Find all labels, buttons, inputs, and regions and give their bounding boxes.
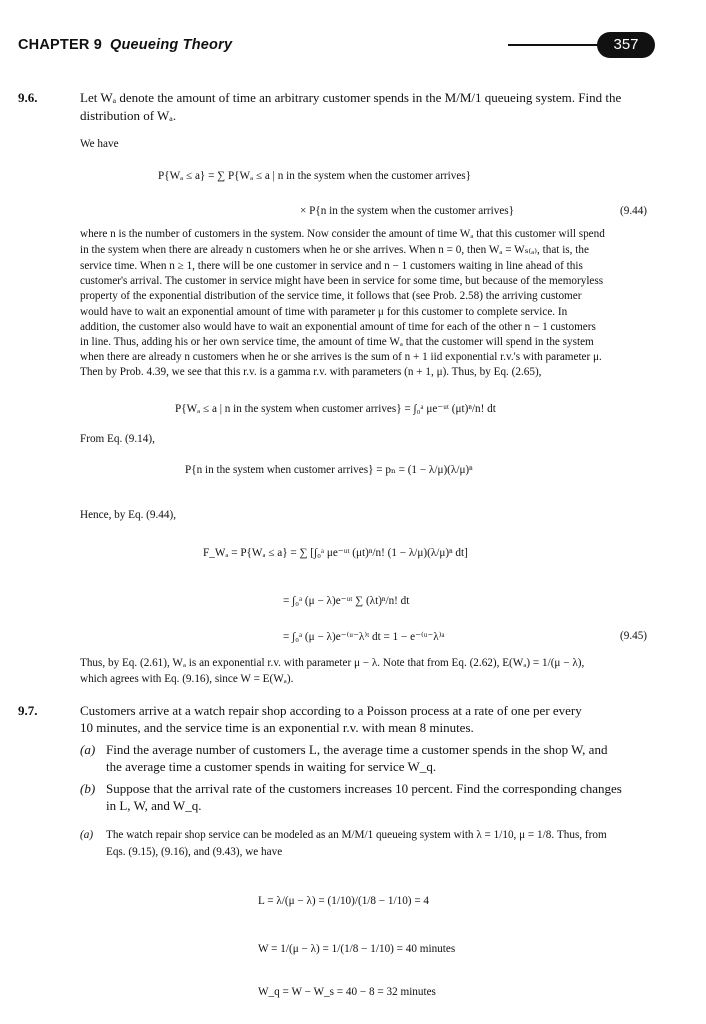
paragraph-line: Then by Prob. 4.39, we see that this r.v. is a gamma r.v. with parameters (n + 1, μ). Thus, by Eq. (2.65), <box>80 366 542 378</box>
part-a-line: Find the average number of customers L, the average time a customer spends in the shop W, and <box>106 742 608 757</box>
paragraph-line: when there are already n customers when he or she arrives is the sum of n + 1 iid exponential r.v.'s with parameter μ. <box>80 351 602 363</box>
paragraph-line: service time. When n ≥ 1, there will be one customer in service and n − 1 customers waiting in line ahead of this <box>80 260 583 272</box>
problem-number-9-6: 9.6. <box>18 90 38 105</box>
from-eq-text: From Eq. (9.14), <box>80 433 155 445</box>
conclusion-line: which agrees with Eq. (9.16), since W = E(Wₐ). <box>80 673 294 685</box>
equation-9-45-line2: = ∫₀ᵃ (μ − λ)e⁻ᵘᵗ ∑ (λt)ⁿ/n! dt <box>283 595 410 607</box>
equation-gamma: P{Wₐ ≤ a | n in the system when customer arrives} = ∫₀ᵃ μe⁻ᵘᵗ (μt)ⁿ/n! dt <box>175 403 496 415</box>
problem-statement-line: distribution of Wₐ. <box>80 108 177 123</box>
we-have-text: We have <box>80 138 119 150</box>
problem-number-9-7: 9.7. <box>18 703 38 718</box>
equation-9-45-line1: F_Wₐ = P{Wₐ ≤ a} = ∑ [∫₀ᵃ μe⁻ᵘᵗ (μt)ⁿ/n! (1 − λ/μ)(λ/μ)ⁿ dt] <box>203 547 468 559</box>
hence-text: Hence, by Eq. (9.44), <box>80 509 176 521</box>
part-b-label: (b) <box>80 781 96 796</box>
problem-statement-line: Let Wₐ denote the amount of time an arbitrary customer spends in the M/M/1 queueing system. Find the <box>80 90 622 105</box>
solution-a-line: The watch repair shop service can be modeled as an M/M/1 queueing system with λ = 1/10, μ = 1/8. Thus, from <box>106 829 607 841</box>
paragraph-line: would have to wait an exponential amount of time with parameter μ for this customer to complete service. In <box>80 306 568 318</box>
equation-W: W = 1/(μ − λ) = 1/(1/8 − 1/10) = 40 minutes <box>258 943 456 955</box>
problem-statement-line: Customers arrive at a watch repair shop according to a Poisson process at a rate of one per every <box>80 703 582 718</box>
part-a-label: (a) <box>80 742 96 757</box>
chapter-subject: Queueing Theory <box>109 37 233 53</box>
equation-number: (9.44) <box>620 205 648 217</box>
equation-L: L = λ/(μ − λ) = (1/10)/(1/8 − 1/10) = 4 <box>258 895 430 907</box>
page-number-badge: 357 <box>597 32 655 58</box>
conclusion-line: Thus, by Eq. (2.61), Wₐ is an exponential r.v. with parameter μ − λ. Note that from Eq. (2.62), E(Wₐ) = 1/(μ − λ), <box>80 657 585 669</box>
equation-pn: P{n in the system when customer arrives} = pₙ = (1 − λ/μ)(λ/μ)ⁿ <box>185 464 473 476</box>
paragraph-line: property of the exponential distribution of the service time, it follows that (see Prob. 2.58) the arriving customer <box>80 290 582 302</box>
chapter-header <box>18 37 232 53</box>
equation-Wq: W_q = W − W_s = 40 − 8 = 32 minutes <box>258 986 436 998</box>
equation-9-44-line2: × P{n in the system when the customer arrives} <box>300 205 515 217</box>
part-b-line: Suppose that the arrival rate of the customers increases 10 percent. Find the corresponding changes <box>106 781 622 796</box>
part-b-line: in L, W, and W_q. <box>106 798 202 813</box>
solution-a-label: (a) <box>80 829 94 841</box>
equation-number: (9.45) <box>620 630 648 642</box>
paragraph-line: customer's arrival. The customer in service might have been in service for some time, but because of the memoryless <box>80 275 604 287</box>
paragraph-line: in the system when there are already n customers when he or she arrives. When n = 0, then Wₐ = Wₛ₍ₐ₎, that is, the <box>80 244 589 256</box>
chapter-label: CHAPTER 9 <box>18 37 102 53</box>
paragraph-line: addition, the customer also would have to wait an exponential amount of time for each of the other n − 1 customers <box>80 321 596 333</box>
problem-statement-line: 10 minutes, and the service time is an exponential r.v. with mean 8 minutes. <box>80 720 474 735</box>
solution-a-line: Eqs. (9.15), (9.16), and (9.43), we have <box>106 846 283 858</box>
paragraph-line: where n is the number of customers in the system. Now consider the amount of time Wₐ that this customer will spend <box>80 228 605 240</box>
part-a-line: the average time a customer spends in waiting for service W_q. <box>106 759 437 774</box>
equation-9-45-line3: = ∫₀ᵃ (μ − λ)e⁻⁽ᵘ⁻λ⁾ᵗ dt = 1 − e⁻⁽ᵘ⁻λ⁾ᵃ <box>283 631 445 643</box>
paragraph-line: in line. Thus, adding his or her own service time, the amount of time Wₐ that the customer will spend in the system <box>80 336 594 348</box>
equation-9-44-line1: P{Wₐ ≤ a} = ∑ P{Wₐ ≤ a | n in the system when the customer arrives} <box>158 170 472 182</box>
